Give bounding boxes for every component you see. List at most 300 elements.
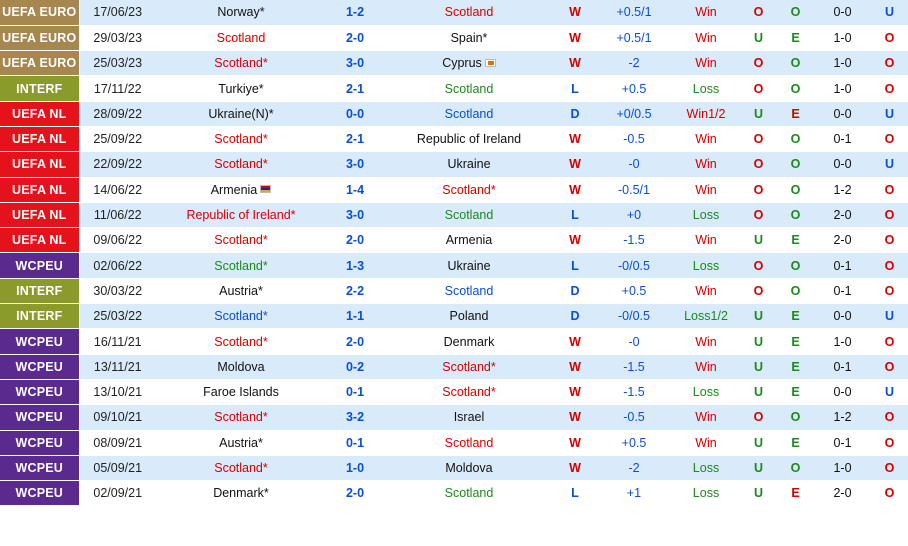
home-team-text: Faroe Islands [203, 385, 279, 400]
over-under-1-text: O [753, 56, 764, 71]
over-under-1-text: O [753, 182, 764, 197]
match-score-text: 3-0 [345, 56, 365, 71]
handicap-line-text: -0.5 [623, 410, 645, 425]
match-date-text: 25/09/22 [93, 132, 143, 147]
match-date-text: 09/06/22 [93, 233, 143, 248]
corners-result-text: U [884, 157, 895, 172]
over-under-1-text: U [753, 385, 764, 400]
corners-score-text: 0-0 [833, 5, 852, 20]
result-letter-text: L [571, 486, 579, 501]
corners-score-text: 0-0 [833, 309, 852, 324]
match-score [326, 278, 384, 303]
result-letter-text: W [569, 132, 581, 147]
table-row[interactable] [0, 278, 908, 303]
handicap-line-text: -1.5 [623, 385, 645, 400]
over-under-1 [740, 228, 777, 253]
corners-score-text: 2-0 [833, 486, 852, 501]
handicap-line [596, 304, 672, 329]
handicap-line-text: -0.5 [623, 132, 645, 147]
competition-label[interactable] [0, 379, 79, 404]
result-letter [554, 76, 596, 101]
competition-label[interactable] [0, 152, 79, 177]
handicap-result [672, 304, 740, 329]
corners-result [871, 278, 908, 303]
table-row[interactable] [0, 228, 908, 253]
away-team-text: Scotland* [442, 359, 496, 374]
over-under-1-text: U [753, 435, 764, 450]
match-score [326, 126, 384, 151]
home-team [156, 253, 326, 278]
corners-result [871, 253, 908, 278]
match-score-text: 1-4 [345, 182, 365, 197]
competition-label[interactable] [0, 354, 79, 379]
away-team-text: Spain* [450, 30, 488, 45]
competition-label[interactable] [0, 253, 79, 278]
handicap-result-text: Loss [692, 208, 720, 223]
home-team [156, 304, 326, 329]
corners-score [814, 481, 871, 506]
home-team-text: Scotland* [214, 132, 268, 147]
table-row[interactable] [0, 177, 908, 202]
corners-score-text: 0-0 [833, 385, 852, 400]
competition-label-text: WCPEU [15, 435, 64, 450]
handicap-result [672, 25, 740, 50]
handicap-result-text: Win [695, 30, 717, 45]
home-team [156, 481, 326, 506]
over-under-2 [777, 354, 814, 379]
result-letter [554, 278, 596, 303]
home-team-text: Denmark* [213, 486, 269, 501]
match-score-text: 1-2 [345, 5, 365, 20]
over-under-2 [777, 405, 814, 430]
competition-label[interactable] [0, 278, 79, 303]
table-row[interactable] [0, 481, 908, 506]
over-under-2-text: O [790, 410, 801, 425]
match-date [79, 379, 156, 404]
competition-label-text: UEFA EURO [2, 5, 77, 20]
over-under-1-text: U [753, 309, 764, 324]
corners-score-text: 0-1 [833, 132, 852, 147]
away-team [384, 430, 554, 455]
away-team [384, 278, 554, 303]
match-date [79, 228, 156, 253]
result-letter [554, 405, 596, 430]
match-score [326, 51, 384, 76]
over-under-1 [740, 25, 777, 50]
table-row[interactable] [0, 329, 908, 354]
home-team-text: Scotland* [214, 258, 268, 273]
handicap-result [672, 51, 740, 76]
table-row[interactable] [0, 379, 908, 404]
over-under-2-text: E [791, 385, 800, 400]
handicap-line-text: +1 [626, 486, 642, 501]
handicap-line [596, 329, 672, 354]
match-date [79, 76, 156, 101]
result-letter [554, 51, 596, 76]
over-under-1-text: U [753, 334, 764, 349]
away-team [384, 101, 554, 126]
table-row[interactable] [0, 101, 908, 126]
match-score [326, 455, 384, 480]
match-score [326, 76, 384, 101]
table-row[interactable] [0, 455, 908, 480]
over-under-2-text: E [791, 233, 800, 248]
match-date [79, 481, 156, 506]
handicap-result-text: Win [695, 157, 717, 172]
competition-label[interactable] [0, 177, 79, 202]
away-team [384, 177, 554, 202]
corners-result-text: U [884, 385, 895, 400]
away-team [384, 202, 554, 227]
over-under-2 [777, 481, 814, 506]
corners-result [871, 25, 908, 50]
handicap-line-text: +0 [626, 208, 642, 223]
table-row[interactable] [0, 152, 908, 177]
table-row[interactable] [0, 0, 908, 25]
match-date-text: 09/10/21 [93, 410, 143, 425]
corners-result [871, 76, 908, 101]
table-row[interactable] [0, 253, 908, 278]
handicap-result-text: Loss [692, 460, 720, 475]
competition-label[interactable] [0, 329, 79, 354]
corners-score [814, 354, 871, 379]
away-team [384, 126, 554, 151]
over-under-2 [777, 202, 814, 227]
competition-label-text: WCPEU [15, 334, 64, 349]
over-under-1 [740, 304, 777, 329]
handicap-line-text: +0.5 [621, 81, 647, 96]
match-date [79, 152, 156, 177]
match-score-text: 0-1 [345, 385, 365, 400]
home-team-text: Austria* [219, 283, 263, 298]
over-under-2-text: E [791, 334, 800, 349]
away-team [384, 455, 554, 480]
table-row[interactable] [0, 354, 908, 379]
home-team-text: Scotland* [214, 56, 268, 71]
competition-label[interactable] [0, 430, 79, 455]
result-letter [554, 228, 596, 253]
handicap-result [672, 253, 740, 278]
corners-score [814, 253, 871, 278]
result-letter-text: W [569, 359, 581, 374]
corners-result-text: U [884, 5, 895, 20]
home-team-text: Moldova [217, 359, 265, 374]
match-date-text: 16/11/21 [93, 334, 142, 349]
result-letter-text: W [569, 334, 581, 349]
over-under-2-text: E [791, 359, 800, 374]
away-team-text: Scotland [444, 106, 494, 121]
handicap-line-text: -0 [628, 334, 640, 349]
home-team [156, 202, 326, 227]
handicap-line [596, 354, 672, 379]
corners-result-text: O [884, 30, 895, 45]
table-row[interactable] [0, 25, 908, 50]
away-team [384, 304, 554, 329]
match-date [79, 430, 156, 455]
match-date-text: 02/09/21 [93, 486, 143, 501]
over-under-2-text: E [791, 30, 800, 45]
match-score [326, 25, 384, 50]
competition-label-text: INTERF [16, 283, 63, 298]
handicap-line-text: +0.5/1 [616, 30, 652, 45]
result-letter [554, 253, 596, 278]
handicap-line-text: +0.5 [621, 435, 647, 450]
home-team-text: Scotland* [214, 309, 268, 324]
result-letter-text: L [571, 258, 579, 273]
competition-label[interactable] [0, 304, 79, 329]
match-score-text: 0-2 [345, 359, 365, 374]
handicap-result-text: Win [695, 182, 717, 197]
table-row[interactable] [0, 430, 908, 455]
match-score-text: 2-1 [345, 132, 365, 147]
away-team-text: Moldova [445, 460, 493, 475]
match-date-text: 17/11/22 [93, 81, 142, 96]
table-row[interactable] [0, 51, 908, 76]
corners-result-text: O [884, 56, 895, 71]
over-under-2 [777, 126, 814, 151]
match-score [326, 253, 384, 278]
handicap-result [672, 76, 740, 101]
corners-result [871, 101, 908, 126]
away-team [384, 329, 554, 354]
away-team-text: Armenia [445, 233, 493, 248]
corners-score [814, 379, 871, 404]
corners-result-text: O [884, 359, 895, 374]
home-team-text: Ukraine(N)* [208, 106, 274, 121]
result-letter-text: D [570, 283, 580, 298]
handicap-line [596, 177, 672, 202]
away-team-text: Israel [453, 410, 485, 425]
corners-result [871, 51, 908, 76]
corners-score [814, 177, 871, 202]
table-row[interactable] [0, 76, 908, 101]
corners-score [814, 152, 871, 177]
home-team-text: Scotland* [214, 410, 268, 425]
over-under-1 [740, 329, 777, 354]
home-team [156, 405, 326, 430]
handicap-result [672, 152, 740, 177]
result-letter [554, 177, 596, 202]
competition-label[interactable] [0, 25, 79, 50]
corners-score-text: 0-1 [833, 359, 852, 374]
handicap-result-text: Win [695, 283, 717, 298]
away-team-text: Republic of Ireland [416, 132, 522, 147]
result-letter [554, 455, 596, 480]
corners-score [814, 455, 871, 480]
away-team [384, 481, 554, 506]
handicap-result [672, 329, 740, 354]
home-team [156, 0, 326, 25]
home-team [156, 152, 326, 177]
corners-score-text: 1-0 [833, 30, 852, 45]
corners-score-text: 2-0 [833, 208, 852, 223]
competition-label[interactable] [0, 101, 79, 126]
match-date-text: 22/09/22 [93, 157, 143, 172]
over-under-2-text: O [790, 157, 801, 172]
handicap-line [596, 152, 672, 177]
handicap-result-text: Loss1/2 [684, 309, 728, 324]
match-date [79, 0, 156, 25]
corners-result [871, 304, 908, 329]
home-team [156, 25, 326, 50]
corners-result-text: O [884, 233, 895, 248]
match-score [326, 379, 384, 404]
handicap-result [672, 126, 740, 151]
over-under-2-text: E [791, 309, 800, 324]
over-under-1-text: U [753, 106, 764, 121]
table-row[interactable] [0, 405, 908, 430]
country-flag-icon [260, 185, 271, 193]
corners-result [871, 405, 908, 430]
match-score [326, 228, 384, 253]
away-team [384, 405, 554, 430]
match-date-text: 29/03/23 [93, 30, 143, 45]
over-under-1-text: U [753, 486, 764, 501]
handicap-line [596, 101, 672, 126]
match-date-text: 11/06/22 [93, 208, 142, 223]
over-under-1 [740, 126, 777, 151]
handicap-result-text: Win [695, 5, 717, 20]
match-score [326, 430, 384, 455]
result-letter [554, 101, 596, 126]
table-row[interactable] [0, 126, 908, 151]
handicap-line [596, 51, 672, 76]
competition-label-text: UEFA NL [12, 182, 67, 197]
home-team [156, 126, 326, 151]
corners-score [814, 405, 871, 430]
handicap-line-text: -0/0.5 [618, 309, 650, 324]
away-team [384, 76, 554, 101]
competition-label[interactable] [0, 228, 79, 253]
over-under-1-text: O [753, 5, 764, 20]
over-under-1-text: U [753, 233, 764, 248]
table-row[interactable] [0, 202, 908, 227]
over-under-2-text: O [790, 208, 801, 223]
over-under-2 [777, 51, 814, 76]
handicap-result [672, 455, 740, 480]
corners-score-text: 1-0 [833, 460, 852, 475]
over-under-2-text: O [790, 132, 801, 147]
competition-label[interactable] [0, 0, 79, 25]
over-under-1 [740, 101, 777, 126]
competition-label[interactable] [0, 455, 79, 480]
over-under-1-text: U [753, 30, 764, 45]
match-date [79, 202, 156, 227]
handicap-result-text: Win [695, 359, 717, 374]
match-date [79, 304, 156, 329]
handicap-line [596, 430, 672, 455]
corners-result-text: O [884, 208, 895, 223]
over-under-2 [777, 152, 814, 177]
match-date-text: 25/03/23 [93, 56, 143, 71]
over-under-1-text: O [753, 258, 764, 273]
match-score-text: 0-1 [345, 435, 365, 450]
away-team-text: Scotland* [442, 385, 496, 400]
result-letter-text: W [569, 460, 581, 475]
away-team-text: Scotland* [442, 182, 496, 197]
match-date [79, 278, 156, 303]
home-team [156, 455, 326, 480]
match-score-text: 1-0 [345, 460, 365, 475]
corners-result-text: O [884, 410, 895, 425]
corners-score [814, 329, 871, 354]
home-team-text: Scotland [216, 30, 266, 45]
away-team-text: Scotland [444, 81, 494, 96]
over-under-2 [777, 76, 814, 101]
handicap-result [672, 481, 740, 506]
competition-label[interactable] [0, 51, 79, 76]
result-letter-text: W [569, 30, 581, 45]
corners-score [814, 76, 871, 101]
match-score-text: 3-0 [345, 208, 365, 223]
corners-score [814, 25, 871, 50]
corners-result-text: O [884, 132, 895, 147]
corners-score-text: 1-0 [833, 334, 852, 349]
result-letter [554, 430, 596, 455]
table-row[interactable] [0, 304, 908, 329]
over-under-2 [777, 430, 814, 455]
handicap-line-text: -2 [628, 56, 640, 71]
corners-score-text: 0-1 [833, 435, 852, 450]
over-under-1 [740, 253, 777, 278]
home-team-text: Armenia [210, 182, 258, 197]
handicap-line [596, 76, 672, 101]
competition-label[interactable] [0, 76, 79, 101]
home-team-text: Republic of Ireland* [186, 208, 296, 223]
handicap-result-text: Win [695, 56, 717, 71]
match-score-text: 2-0 [345, 30, 365, 45]
competition-label[interactable] [0, 405, 79, 430]
result-letter [554, 202, 596, 227]
handicap-result-text: Win [695, 435, 717, 450]
home-team [156, 354, 326, 379]
corners-score [814, 304, 871, 329]
match-score-text: 2-0 [345, 233, 365, 248]
corners-score [814, 126, 871, 151]
handicap-line-text: -0 [628, 157, 640, 172]
corners-score-text: 1-0 [833, 56, 852, 71]
away-team [384, 379, 554, 404]
handicap-line [596, 405, 672, 430]
result-letter [554, 0, 596, 25]
competition-label-text: WCPEU [15, 486, 64, 501]
corners-result-text: O [884, 258, 895, 273]
corners-result-text: O [884, 283, 895, 298]
handicap-line [596, 278, 672, 303]
competition-label[interactable] [0, 481, 79, 506]
over-under-2-text: O [790, 182, 801, 197]
competition-label[interactable] [0, 202, 79, 227]
home-team [156, 51, 326, 76]
corners-score [814, 51, 871, 76]
over-under-1 [740, 152, 777, 177]
over-under-2 [777, 253, 814, 278]
match-date-text: 13/10/21 [93, 385, 143, 400]
handicap-result-text: Win1/2 [686, 106, 726, 121]
over-under-1-text: O [753, 208, 764, 223]
handicap-line [596, 228, 672, 253]
over-under-1 [740, 430, 777, 455]
competition-label[interactable] [0, 126, 79, 151]
home-team [156, 379, 326, 404]
match-score-text: 1-1 [345, 309, 365, 324]
result-letter-text: W [569, 5, 581, 20]
corners-result [871, 126, 908, 151]
match-date-text: 14/06/22 [93, 182, 143, 197]
home-team [156, 228, 326, 253]
competition-label-text: UEFA EURO [2, 30, 77, 45]
corners-result [871, 379, 908, 404]
